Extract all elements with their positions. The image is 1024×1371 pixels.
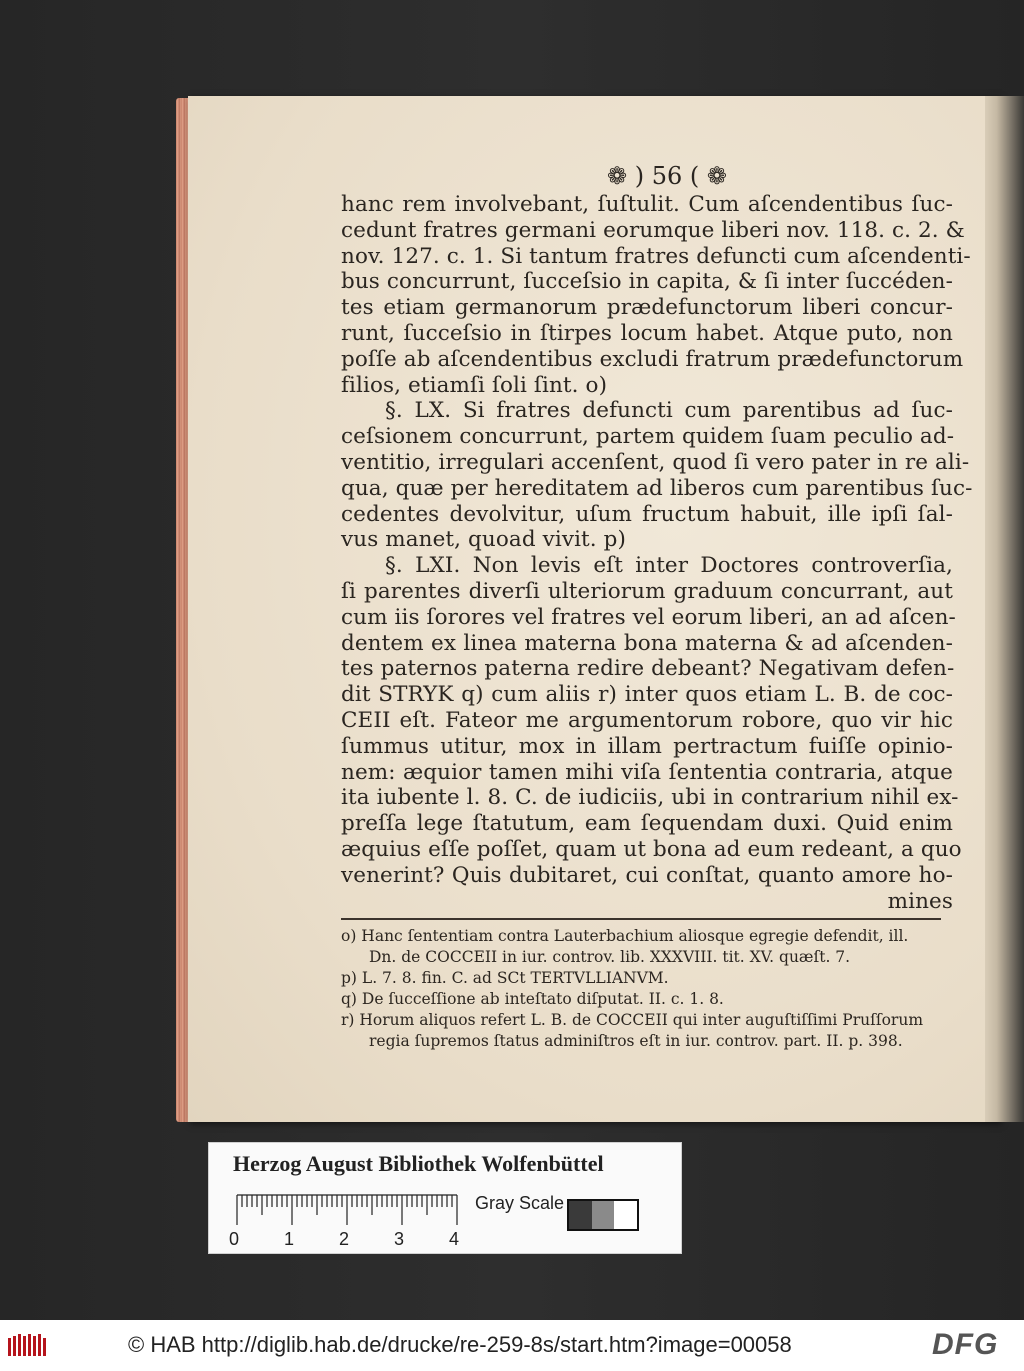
scale-ruler xyxy=(235,1193,467,1225)
text-line: dentem ex linea materna bona materna & ad aſcenden- xyxy=(341,630,953,656)
footnote-line: p) L. 7. 8. fin. C. ad SCt TERTVLLIANVM. xyxy=(341,969,669,988)
footnote-line: o) Hanc ſententiam contra Lauterbachium aliosque egregie defendit, ill. xyxy=(341,927,909,946)
footnotes xyxy=(341,926,953,1052)
text-line: ceſsionem concurrunt, partem quidem ſuam peculio ad- xyxy=(341,424,955,450)
text-line: tes paternos paterna redire debeant? Negativam defen- xyxy=(341,656,955,682)
text-line: qua, quæ per hereditatem ad liberos cum parentibus ſuc- xyxy=(341,475,973,501)
scale-number-0: 0 xyxy=(229,1229,240,1249)
text-line: nov. 127. c. 1. Si tantum fratres defuncti cum aſcendenti- xyxy=(341,243,971,269)
text-line: ſummus utitur, mox in illam pertractum fuiſſe opinio- xyxy=(341,733,953,759)
gray-swatch-light xyxy=(614,1201,637,1229)
library-label-card xyxy=(208,1142,682,1254)
gray-swatch-mid xyxy=(592,1201,615,1229)
scale-number-2: 2 xyxy=(339,1229,350,1249)
footer-copyright-url[interactable]: © HAB http://diglib.hab.de/drucke/re-259-8s/start.htm?image=00058 xyxy=(128,1332,792,1357)
text-line: poſſe ab aſcendentibus excludi fratrum prædefunctorum xyxy=(341,346,964,372)
text-line: vus manet, quoad vivit. p) xyxy=(341,527,627,553)
gray-scale-swatches xyxy=(567,1199,639,1231)
text-line: ſi parentes diverſi ulteriorum graduum concurrant, aut xyxy=(341,578,953,604)
scale-number-4: 4 xyxy=(449,1229,460,1249)
library-name: Herzog August Bibliothek Wolfenbüttel xyxy=(233,1151,604,1176)
text-line: filios, etiamſi ſoli ſint. o) xyxy=(341,372,608,398)
text-line: venerint? Quis dubitaret, cui conſtat, quanto amore ho- xyxy=(341,862,953,888)
text-line: æquius eſſe poſſet, quam ut bona ad eum redeant, a quo xyxy=(341,836,962,862)
page-number-header: ❁ ) 56 ( ❁ xyxy=(607,162,727,190)
text-line: §. LXI. Non levis eſt inter Doctores controverſia, xyxy=(385,553,953,579)
text-line: tes etiam germanorum prædefunctorum liberi concur- xyxy=(341,295,953,321)
text-line: nem: æquior tamen mihi viſa ſententia contraria, atque xyxy=(341,759,953,785)
footnote-line: Dn. de COCCEII in iur. controv. lib. XXXVIII. tit. XV. quæſt. 7. xyxy=(369,948,851,967)
text-line: hanc rem involvebant, ſuſtulit. Cum aſcendentibus ſuc- xyxy=(341,192,953,217)
text-line: dit STRYK q) cum aliis r) inter quos etiam L. B. de coc- xyxy=(341,682,953,708)
page-text xyxy=(341,160,973,1052)
gray-swatch-dark xyxy=(569,1201,592,1229)
text-line: CEII eſt. Fateor me argumentorum robore, quo vir hic xyxy=(341,707,953,733)
text-line: mines xyxy=(887,888,953,914)
footer-bar xyxy=(0,1320,1024,1371)
text-line: preſſa lege ſtatutum, eam ſequendam duxi. Quid enim xyxy=(341,811,953,837)
footnote-line: q) De ſucceſſione ab inteſtato diſputat. II. c. 1. 8. xyxy=(341,990,724,1009)
text-line: §. LX. Si fratres defuncti cum parentibus ad ſuc- xyxy=(385,398,953,424)
text-line: cedunt fratres germani eorumque liberi nov. 118. c. 2. & xyxy=(341,217,965,243)
dfg-logo: DFG xyxy=(932,1328,999,1361)
scale-number-3: 3 xyxy=(394,1229,405,1249)
footnote-line: regia ſupremos ſtatus adminiſtros eſt in iur. controv. part. II. p. 398. xyxy=(369,1032,903,1051)
gray-scale-label: Gray Scale xyxy=(475,1193,565,1213)
book-binding xyxy=(985,96,1024,1122)
body-text xyxy=(341,192,973,914)
text-line: cum iis ſorores vel fratres vel eorum liberi, an ad aſcen- xyxy=(341,604,956,630)
hab-logo-icon xyxy=(8,1334,48,1358)
text-line: runt, ſucceſsio in ſtirpes locum habet. Atque puto, non xyxy=(341,320,953,346)
scale-number-1: 1 xyxy=(284,1229,295,1249)
text-line: ventitio, irregulari accenſent, quod ſi vero pater in re ali- xyxy=(341,449,970,475)
text-line: ita iubente l. 8. C. de iudiciis, ubi in contrarium nihil ex- xyxy=(341,785,959,811)
text-line: bus concurrunt, ſucceſsio in capita, & ſi inter ſuccéden- xyxy=(341,269,953,295)
footnote-line: r) Horum aliquos refert L. B. de COCCEII qui inter auguſtiſſimi Pruſſorum xyxy=(341,1011,924,1030)
text-line: cedentes devolvitur, uſum fructum habuit, ille ipſi ſal- xyxy=(341,501,953,527)
footnote-divider xyxy=(341,918,941,920)
